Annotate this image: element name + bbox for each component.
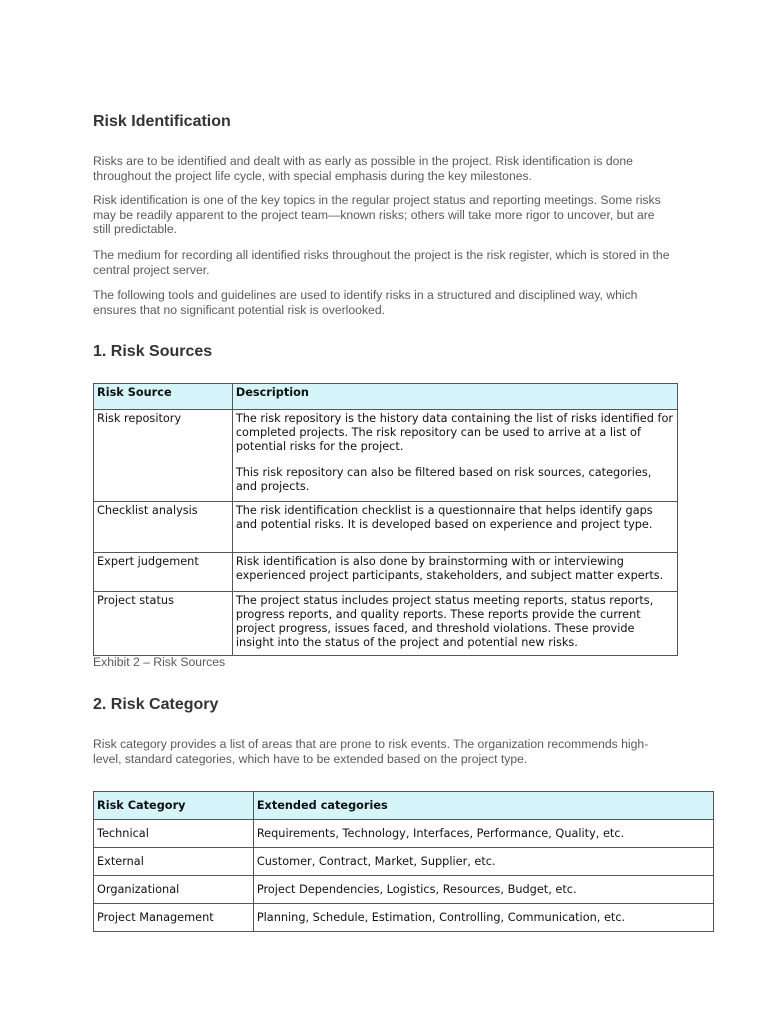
table-row [94,553,678,592]
table-row [94,592,678,656]
page-title: Risk Identification [93,113,231,130]
risk-category-table [93,791,714,932]
description-cell: The risk identification checklist is a questionnaire that helps identify gaps and potential risks. It is developed based on experience and project type. [232,502,677,553]
description-cell: Risk identification is also done by brainstorming with or interviewing experienced project participants, stakeholders, and subject matter experts. [232,553,677,592]
extended-categories-cell: Requirements, Technology, Interfaces, Performance, Quality, etc. [253,820,713,848]
table-row [94,820,714,848]
table-header-row [94,384,678,410]
risk-category-cell: External [94,848,254,876]
intro-paragraph-2: Risk identification is one of the key topics in the regular project status and reporting meetings. Some risks may be readily apparent to the project team—known risks; others will take more rigor to uncover, but are still predictable. [93,193,661,237]
risk-sources-table [93,383,678,656]
column-header: Description [232,384,677,410]
risk-category-cell: Organizational [94,876,254,904]
table-header-row [94,792,714,820]
intro-paragraph-1: Risks are to be identified and dealt with as early as possible in the project. Risk identification is done throughout the project life cycle, with special emphasis during the key milestones. [93,154,633,183]
column-header: Risk Source [94,384,233,410]
table-row [94,848,714,876]
extended-categories-cell: Planning, Schedule, Estimation, Controlling, Communication, etc. [253,904,713,932]
intro-paragraph-4: The following tools and guidelines are used to identify risks in a structured and disciplined way, which ensures that no significant potential risk is overlooked. [93,288,638,317]
section-heading-risk-category: 2. Risk Category [93,696,219,713]
extended-categories-cell: Customer, Contract, Market, Supplier, etc. [253,848,713,876]
risk-source-cell: Expert judgement [94,553,233,592]
risk-category-cell: Technical [94,820,254,848]
section-heading-risk-sources: 1. Risk Sources [93,343,213,360]
description-cell: The project status includes project status meeting reports, status reports, progress reports, and quality reports. These reports provide the current project progress, issues faced, and threshold violations. These provide insight into the status of the project and potential new risks. [232,592,677,656]
exhibit-caption: Exhibit 2 – Risk Sources [93,655,226,669]
table-row [94,502,678,553]
column-header: Risk Category [94,792,254,820]
risk-source-cell: Checklist analysis [94,502,233,553]
table-row [94,876,714,904]
table-row [94,904,714,932]
risk-source-cell: Risk repository [94,410,233,502]
column-header: Extended categories [253,792,713,820]
description-text: The risk repository is the history data containing the list of risks identified for completed projects. The risk repository can be used to arrive at a list of potential risks for the project. [235,412,673,453]
description-cell [232,410,677,502]
risk-category-cell: Project Management [94,904,254,932]
risk-source-cell: Project status [94,592,233,656]
table-row [94,410,678,502]
risk-category-paragraph: Risk category provides a list of areas that are prone to risk events. The organization recommends high-level, standard categories, which have to be extended based on the project type. [93,737,649,766]
extended-categories-cell: Project Dependencies, Logistics, Resources, Budget, etc. [253,876,713,904]
description-text: This risk repository can also be filtered based on risk sources, categories, and projects. [235,466,652,493]
intro-paragraph-3: The medium for recording all identified risks throughout the project is the risk register, which is stored in the central project server. [93,248,670,277]
